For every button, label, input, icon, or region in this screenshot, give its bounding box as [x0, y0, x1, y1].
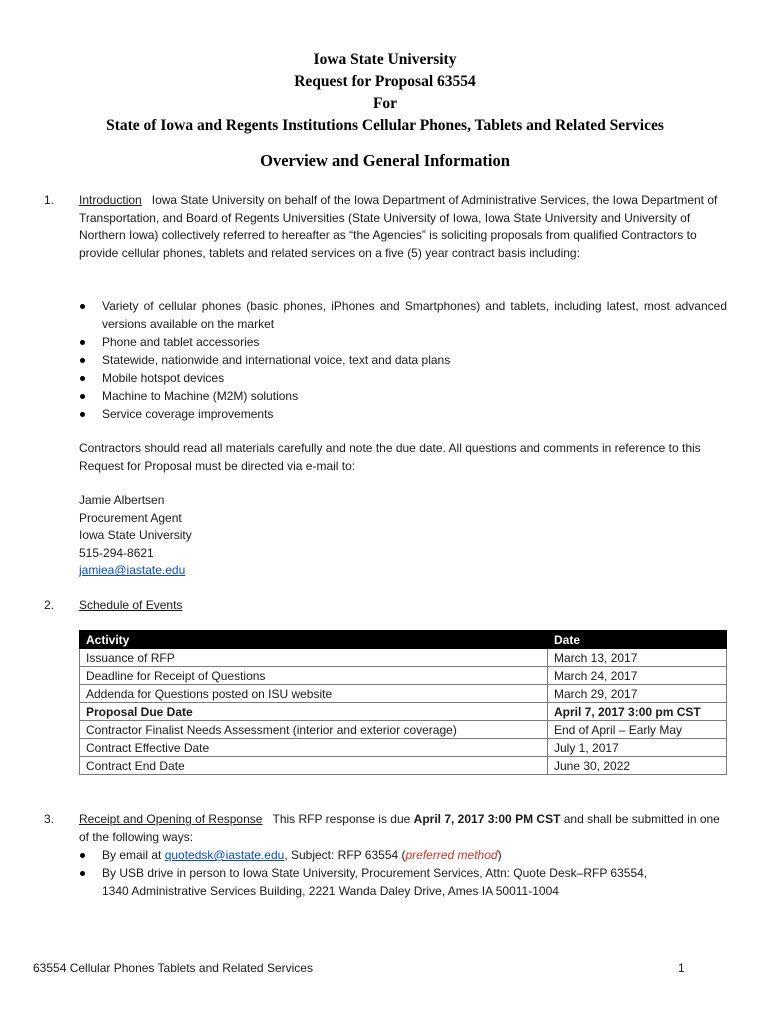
date-cell: End of April – Early May: [548, 721, 727, 739]
date-cell: April 7, 2017 3:00 pm CST: [548, 703, 727, 721]
section-3-intro: [79, 811, 727, 846]
table-row: [80, 739, 727, 757]
email-text-b: , Subject: RFP 63554 (: [284, 848, 406, 862]
list-item: Statewide, nationwide and international voice, text and data plans: [79, 351, 727, 369]
section-1-number: 1.: [44, 193, 55, 207]
section-2-heading-wrap: [79, 597, 727, 615]
section-2-heading: Schedule of Events: [79, 598, 183, 612]
section-1-intro: [79, 192, 727, 262]
table-header-row: [80, 631, 727, 649]
preferred-method-label: preferred method: [405, 848, 498, 862]
table-row: [80, 685, 727, 703]
contact-block: [79, 492, 192, 580]
footer-title: 63554 Cellular Phones Tablets and Related Services: [33, 961, 313, 975]
activity-cell: Addenda for Questions posted on ISU website: [80, 685, 548, 703]
title-line-subject: State of Iowa and Regents Institutions Cellular Phones, Tablets and Related Services: [106, 117, 664, 134]
list-item: Phone and tablet accessories: [79, 333, 727, 351]
column-header-activity: Activity: [80, 631, 548, 649]
contact-name: Jamie Albertsen: [79, 493, 165, 507]
contact-org: Iowa State University: [79, 528, 192, 543]
date-cell: March 13, 2017: [548, 649, 727, 667]
title-line-rfp: Request for Proposal 63554: [294, 73, 476, 90]
activity-cell: Proposal Due Date: [80, 703, 548, 721]
submission-list: [79, 846, 727, 900]
quote-desk-email-link[interactable]: quotedsk@iastate.edu: [164, 848, 285, 862]
page-number: 1: [678, 961, 685, 975]
usb-line-1: By USB drive in person to Iowa State University, Procurement Services, Attn: Quote Desk–RFP 63554,: [102, 866, 648, 880]
email-text-a: By email at: [102, 848, 165, 862]
email-text-c: ): [497, 848, 502, 862]
title-line-university: Iowa State University: [313, 51, 457, 68]
section-3-number: 3.: [44, 812, 55, 826]
list-item: Mobile hotspot devices: [79, 369, 727, 387]
list-item: Service coverage improvements: [79, 405, 727, 423]
due-date-emphasis: April 7, 2017 3:00 PM CST: [413, 812, 561, 826]
contact-email-link[interactable]: jamiea@iastate.edu: [79, 563, 186, 578]
contractor-note: Contractors should read all materials carefully and note the due date. All questions and comments in reference to this Request for Proposal must be directed via e-mail to:: [79, 441, 701, 473]
list-item-email: [79, 846, 727, 864]
section-3-text-a: This RFP response is due: [272, 812, 414, 826]
activity-cell: Contract Effective Date: [80, 739, 548, 757]
usb-line-2: 1340 Administrative Services Building, 2221 Wanda Daley Drive, Ames IA 50011-1004: [102, 884, 559, 898]
activity-cell: Issuance of RFP: [80, 649, 548, 667]
date-cell: July 1, 2017: [548, 739, 727, 757]
column-header-date: Date: [548, 631, 727, 649]
activity-cell: Deadline for Receipt of Questions: [80, 667, 548, 685]
section-1-heading: Introduction: [79, 193, 142, 207]
list-item-usb: [79, 864, 727, 900]
section-2-number: 2.: [44, 598, 55, 612]
contact-title: Procurement Agent: [79, 510, 182, 525]
date-cell: March 29, 2017: [548, 685, 727, 703]
section-subtitle: Overview and General Information: [260, 151, 510, 170]
section-3-heading: Receipt and Opening of Response: [79, 812, 263, 826]
table-row: [80, 721, 727, 739]
table-row: [80, 667, 727, 685]
table-row-highlight: [80, 703, 727, 721]
activity-cell: Contractor Finalist Needs Assessment (interior and exterior coverage): [80, 721, 548, 739]
date-cell: June 30, 2022: [548, 757, 727, 775]
section-1-text: Iowa State University on behalf of the Iowa Department of Administrative Services, the Iowa Department of Transportation, and Board of Regents Universities (State University of Iowa, Iowa State University and University of Northern Iowa) collectively referred to hereafter as “the Agencies” is soliciting proposals from qualified Contractors to provide cellular phones, tablets and related services on a five (5) year contract basis including:: [79, 193, 718, 260]
date-cell: March 24, 2017: [548, 667, 727, 685]
table-row: [80, 757, 727, 775]
activity-cell: Contract End Date: [80, 757, 548, 775]
list-item: Variety of cellular phones (basic phones, iPhones and Smartphones) and tablets, including latest, most advanced versions available on the market: [79, 297, 727, 333]
table-row: [80, 649, 727, 667]
scope-list: [79, 297, 727, 423]
document-title: [0, 49, 770, 137]
schedule-table: [79, 630, 727, 775]
section-3-text-b: and shall be submitted in one of the following ways:: [79, 812, 720, 844]
contact-phone: 515-294-8621: [79, 545, 154, 560]
title-line-for: For: [372, 95, 398, 112]
list-item: Machine to Machine (M2M) solutions: [79, 387, 727, 405]
